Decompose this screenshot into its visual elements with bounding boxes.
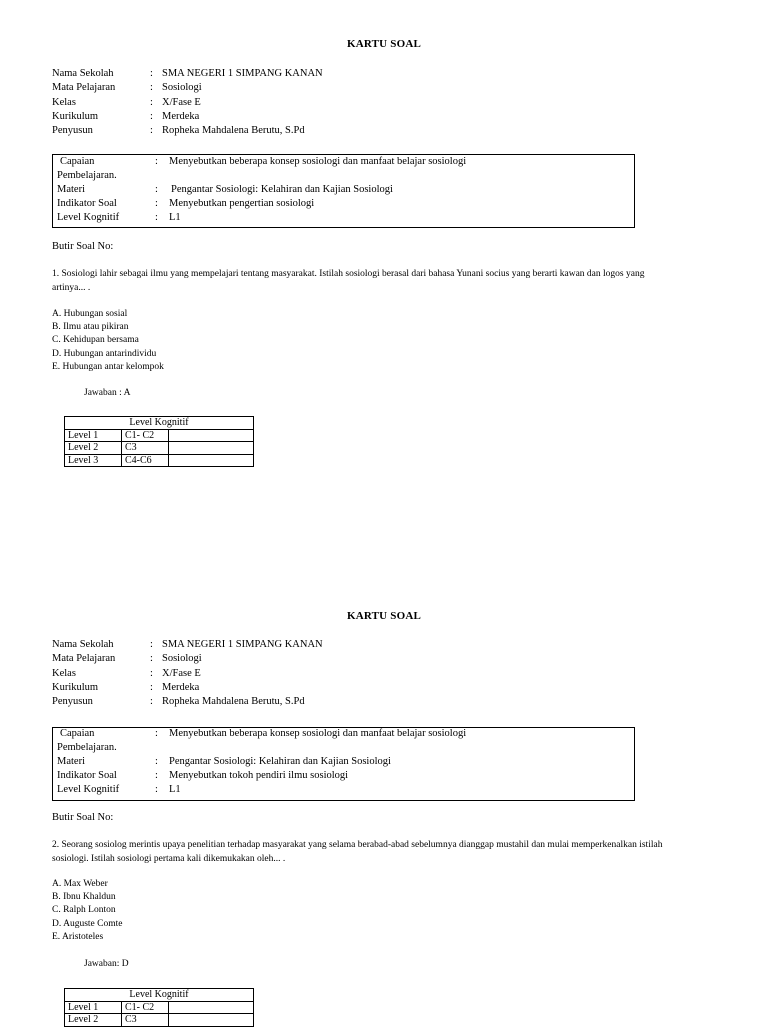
box-label: Indikator Soal xyxy=(57,198,117,209)
empty-cell xyxy=(169,1001,254,1014)
info-value: X/Fase E xyxy=(162,667,201,679)
empty-cell xyxy=(169,429,254,442)
option-d: D. Auguste Comte xyxy=(52,918,123,929)
info-value: Ropheka Mahdalena Berutu, S.Pd xyxy=(162,125,305,137)
box-value: Menyebutkan tokoh pendiri ilmu sosiologi xyxy=(169,770,349,781)
box-label: Level Kognitif xyxy=(57,212,120,223)
box-value: L1 xyxy=(169,212,181,223)
info-label: Penyusun xyxy=(52,125,93,137)
info-colon: : xyxy=(150,696,153,708)
info-label: Mata Pelajaran xyxy=(52,82,116,94)
table-header: Level Kognitif xyxy=(65,417,254,430)
empty-cell xyxy=(169,1014,254,1027)
table-row xyxy=(65,454,254,467)
box-colon: : xyxy=(155,156,158,167)
info-value: Merdeka xyxy=(162,110,200,122)
info-colon: : xyxy=(150,96,153,108)
option-b: B. Ibnu Khaldun xyxy=(52,892,116,903)
level-cell: Level 2 xyxy=(65,1014,122,1027)
option-b: B. Ilmu atau pikiran xyxy=(52,322,129,333)
question-line: 2. Seorang sosiolog merintis upaya penelitian terhadap masyarakat yang selama berabad-abad sebelumnya dianggap mustahil dan mulai memperkenalkan istilah xyxy=(52,840,663,850)
question-line: artinya... . xyxy=(52,282,91,293)
answer-key: Jawaban: D xyxy=(84,959,129,969)
info-value: Ropheka Mahdalena Berutu, S.Pd xyxy=(162,696,305,708)
box-colon: : xyxy=(155,770,158,781)
box-colon: : xyxy=(155,198,158,209)
answer-key: Jawaban : A xyxy=(84,388,131,398)
range-cell: C1- C2 xyxy=(122,1001,169,1014)
question-text xyxy=(52,839,712,866)
info-value: SMA NEGERI 1 SIMPANG KANAN xyxy=(162,68,323,79)
option-e: E. Hubungan antar kelompok xyxy=(52,361,164,372)
butir-soal-label: Butir Soal No: xyxy=(52,812,114,823)
level-cell: Level 1 xyxy=(65,1001,122,1014)
answer-options xyxy=(52,308,164,374)
box-label: Level Kognitif xyxy=(57,784,120,795)
option-d: D. Hubungan antarindividu xyxy=(52,348,157,359)
box-value: L1 xyxy=(169,784,181,795)
info-value: X/Fase E xyxy=(162,96,201,108)
range-cell: C3 xyxy=(122,1014,169,1027)
box-value: Menyebutkan beberapa konsep sosiologi dan manfaat belajar sosiologi xyxy=(169,728,467,739)
learning-outcome-box xyxy=(52,727,635,801)
info-label: Kelas xyxy=(52,667,76,679)
option-c: C. Kehidupan bersama xyxy=(52,335,139,346)
info-value: Sosiologi xyxy=(162,653,202,665)
box-value: Pengantar Sosiologi: Kelahiran dan Kajian Sosiologi xyxy=(169,756,391,767)
range-cell: C1- C2 xyxy=(122,429,169,442)
question-line: 1. Sosiologi lahir sebagai ilmu yang mempelajari tentang masyarakat. Istilah sosiologi berasal dari bahasa Yunani socius yang berarti kawan dan logos yang xyxy=(52,269,645,279)
info-colon: : xyxy=(150,125,153,137)
box-value: Menyebutkan pengertian sosiologi xyxy=(169,198,315,209)
info-colon: : xyxy=(150,681,153,693)
card-title: KARTU SOAL xyxy=(346,38,422,50)
level-cell: Level 3 xyxy=(65,454,122,467)
info-label: Mata Pelajaran xyxy=(52,653,116,665)
table-row xyxy=(65,1014,254,1027)
range-cell: C4-C6 xyxy=(122,454,169,467)
card-title: KARTU SOAL xyxy=(346,610,422,622)
table-row xyxy=(65,442,254,455)
answer-options xyxy=(52,878,122,944)
info-colon: : xyxy=(150,639,153,650)
info-label: Penyusun xyxy=(52,696,93,708)
empty-cell xyxy=(169,454,254,467)
table-header: Level Kognitif xyxy=(65,989,254,1002)
info-label: Nama Sekolah xyxy=(52,68,114,79)
info-label: Kelas xyxy=(52,96,76,108)
info-value: Sosiologi xyxy=(162,82,202,94)
box-label: Pembelajaran. xyxy=(57,742,117,753)
option-c: C. Ralph Lonton xyxy=(52,905,116,916)
info-colon: : xyxy=(150,653,153,665)
info-label: Nama Sekolah xyxy=(52,639,114,650)
box-colon: : xyxy=(155,728,158,739)
learning-outcome-box xyxy=(52,154,635,228)
info-colon: : xyxy=(150,82,153,94)
table-header-row xyxy=(65,417,254,430)
info-colon: : xyxy=(150,667,153,679)
box-label: Materi xyxy=(57,756,85,767)
info-label: Kurikulum xyxy=(52,110,99,122)
info-value: Merdeka xyxy=(162,681,200,693)
box-value: Pengantar Sosiologi: Kelahiran dan Kajian Sosiologi xyxy=(171,184,393,195)
level-kognitif-table xyxy=(64,988,254,1027)
level-kognitif-table xyxy=(64,416,254,467)
box-colon: : xyxy=(155,784,158,795)
box-label: Pembelajaran. xyxy=(57,170,117,181)
box-colon: : xyxy=(155,212,158,223)
box-label: Indikator Soal xyxy=(57,770,117,781)
table-row xyxy=(65,1001,254,1014)
info-label: Kurikulum xyxy=(52,681,99,693)
level-cell: Level 2 xyxy=(65,442,122,455)
table-row xyxy=(65,429,254,442)
empty-cell xyxy=(169,442,254,455)
butir-soal-label: Butir Soal No: xyxy=(52,241,114,252)
option-a: A. Hubungan sosial xyxy=(52,309,128,319)
info-value: SMA NEGERI 1 SIMPANG KANAN xyxy=(162,639,323,650)
table-header-row xyxy=(65,989,254,1002)
info-colon: : xyxy=(150,110,153,122)
box-label: Capaian xyxy=(60,728,95,739)
option-e: E. Aristoteles xyxy=(52,931,104,942)
box-colon: : xyxy=(155,756,158,767)
box-value: Menyebutkan beberapa konsep sosiologi dan manfaat belajar sosiologi xyxy=(169,156,467,167)
info-colon: : xyxy=(150,68,153,79)
range-cell: C3 xyxy=(122,442,169,455)
box-label: Materi xyxy=(57,184,85,195)
level-cell: Level 1 xyxy=(65,429,122,442)
question-line: sosiologi. Istilah sosiologi pertama kali dikemukakan oleh... . xyxy=(52,853,286,864)
option-a: A. Max Weber xyxy=(52,879,108,889)
box-label: Capaian xyxy=(60,156,95,167)
question-text xyxy=(52,268,712,295)
box-colon: : xyxy=(155,184,158,195)
